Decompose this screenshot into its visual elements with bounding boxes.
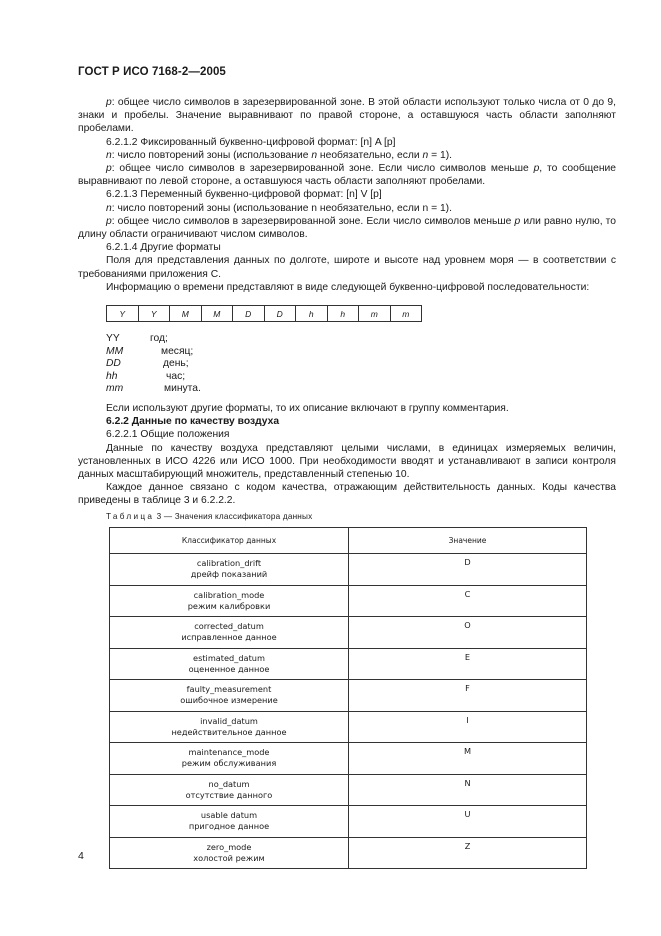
table-row bbox=[110, 585, 587, 617]
table-row bbox=[110, 743, 587, 775]
qualifier-table bbox=[109, 527, 587, 869]
paragraph-air-quality-2: Каждое данное связано с кодом качества, отражающим действительность данных. Коды качества приведены в таблице 3 и 6.2.2.2. bbox=[78, 482, 616, 507]
qualifier-cell: calibration_drift дрейф показаний bbox=[110, 554, 349, 586]
paragraph-geo: Поля для представления данных по долготе, широте и высоте над уровнем моря — в соответствии с требованиями приложения С. bbox=[78, 255, 616, 280]
qualifier-cell: maintenance_mode режим обслуживания bbox=[110, 743, 349, 775]
value-cell: E bbox=[349, 648, 587, 680]
table-header-row bbox=[110, 528, 587, 554]
sequence-cell: m bbox=[359, 306, 391, 322]
sequence-cell: D bbox=[233, 306, 265, 322]
time-sequence-boxes bbox=[106, 305, 422, 322]
table-row bbox=[110, 617, 587, 649]
qualifier-cell: faulty_measurement ошибочное измерение bbox=[110, 680, 349, 712]
paragraph-n-fixed: n: число повторений зоны (использование n необязательно, если n = 1). bbox=[106, 149, 453, 161]
heading-6-2-1-2: 6.2.1.2 Фиксированный буквенно-цифровой формат: [n] A [p] bbox=[106, 136, 396, 148]
value-cell: M bbox=[349, 743, 587, 775]
heading-6-2-2-1: 6.2.2.1 Общие положения bbox=[106, 429, 230, 441]
document-page: ГОСТ Р ИСО 7168-2—2005 p: общее число символов в зарезервированной зоне. В этой области используют только числа от 0 до 9, знаки и пробелы. Значение выравнивают по правой стороне, а оставшуюся часть области заполняют пробелами. 6.2.1.2 Фиксированный буквенно-цифровой формат: [n] A [p] n: число повторений зоны (использование n необязательно, если n = 1). p: общее число символов в зарезервированной зоне. Если число символов меньше p, то сообщение выравнивают по левой стороне, а оставшуюся часть области заполняют пробелами. 6.2.1.3 Переменный буквенно-цифровой формат: [n] V [p] n: число повторений зоны (использование n необязательно, если n = 1). p: общее число символов в зарезервированной зоне. Если число символов меньше p или равно нулю, то длину области ограничивают числом символов. 6.2.1.4 Другие форматы Поля для представления данных по долготе, широте и высоте над уровнем моря — в соответствии с требованиями приложения С. Информацию о времени представляют в виде следующей буквенно-цифровой последовательности: Y Y M M D D h h m m YY год; MM месяц; DD день; hh час; mm минута. Если используют другие форматы, то их описание включают в группу комментария. 6.2.2 Данные по качеству воздуха 6.2.2.1 Общие положения Данные по качеству воздуха представляют целыми числами, в единицах измеряемых величин, установленных в ИСО 4226 или ИСО 1000. При необходимости вводят и устанавливают в записи контроля данных масштабирующий множитель, представленный степенью 10. Каждое данное связано с кодом качества, отражающим действительность данных. Коды качества приведены в таблице 3 и 6.2.2.2. Таблица 3 — Значения классификатора данных Классификатор данных Значение calibration_drift дрейф показаний D calibration_mode режим калибровки C corrected_datum исправленное данное O estimated_datum оцененное данное E faulty_measurement ошибочное измерение F invalid_datum недействительное данное I maintenance_mode режим обслуживания M no_datum отсутствие данного N usable datum пригодное данное U zero_mode холостой режим Z 4 bbox=[0, 0, 661, 936]
heading-6-2-1-3: 6.2.1.3 Переменный буквенно-цифровой формат: [n] V [p] bbox=[106, 189, 382, 201]
sequence-cell: M bbox=[201, 306, 233, 322]
sequence-cell: Y bbox=[138, 306, 170, 322]
value-cell: N bbox=[349, 774, 587, 806]
sequence-cell: Y bbox=[107, 306, 139, 322]
heading-6-2-1-4: 6.2.1.4 Другие форматы bbox=[106, 242, 221, 254]
value-cell: D bbox=[349, 554, 587, 586]
value-cell: C bbox=[349, 585, 587, 617]
page-number: 4 bbox=[78, 850, 84, 862]
body-text bbox=[78, 96, 616, 294]
value-cell: Z bbox=[349, 837, 587, 869]
table-row bbox=[110, 774, 587, 806]
sequence-cell: m bbox=[390, 306, 422, 322]
table-row bbox=[110, 554, 587, 586]
heading-6-2-2: 6.2.2 Данные по качеству воздуха bbox=[106, 416, 280, 428]
paragraph-n-variable: n: число повторений зоны (использование n необязательно, если n = 1). bbox=[106, 202, 452, 214]
sequence-cell: M bbox=[170, 306, 202, 322]
sequence-cell: h bbox=[296, 306, 328, 322]
table-row bbox=[110, 711, 587, 743]
qualifier-cell: calibration_mode режим калибровки bbox=[110, 585, 349, 617]
value-cell: F bbox=[349, 680, 587, 712]
paragraph-p-fixed: p: общее число символов в зарезервированной зоне. Если число символов меньше p, то сообщение выравнивают по левой стороне, а оставшуюся часть области заполняют пробелами. bbox=[78, 163, 616, 188]
qualifier-cell: corrected_datum исправленное данное bbox=[110, 617, 349, 649]
table-row bbox=[110, 837, 587, 869]
column-header-qualifier: Классификатор данных bbox=[110, 528, 349, 554]
column-header-value: Значение bbox=[349, 528, 587, 554]
value-cell: O bbox=[349, 617, 587, 649]
body-text-2 bbox=[78, 402, 616, 508]
qualifier-cell: usable datum пригодное данное bbox=[110, 806, 349, 838]
paragraph-air-quality-1: Данные по качеству воздуха представляют целыми числами, в единицах измеряемых величин, установленных в ИСО 4226 или ИСО 1000. При необходимости вводят и устанавливают в записи контроля данных масштабирующий множитель, представленный степенью 10. bbox=[78, 442, 616, 481]
document-header: ГОСТ Р ИСО 7168-2—2005 bbox=[78, 66, 226, 78]
value-cell: U bbox=[349, 806, 587, 838]
paragraph-p-numeric: p: общее число символов в зарезервированной зоне. В этой области используют только числа от 0 до 9, знаки и пробелы. Значение выравнивают по правой стороне, а оставшуюся часть области заполняют пробелами. bbox=[78, 97, 616, 135]
table-row bbox=[110, 648, 587, 680]
table-caption: Таблица 3 — Значения классификатора данных bbox=[106, 512, 313, 521]
qualifier-cell: estimated_datum оцененное данное bbox=[110, 648, 349, 680]
value-cell: I bbox=[349, 711, 587, 743]
qualifier-cell: zero_mode холостой режим bbox=[110, 837, 349, 869]
paragraph-other-formats: Если используют другие форматы, то их описание включают в группу комментария. bbox=[106, 403, 509, 414]
table-row bbox=[110, 680, 587, 712]
table-row bbox=[110, 806, 587, 838]
sequence-cell: h bbox=[327, 306, 359, 322]
qualifier-cell: invalid_datum недействительное данное bbox=[110, 711, 349, 743]
paragraph-time: Информацию о времени представляют в виде следующей буквенно-цифровой последовательности: bbox=[106, 281, 590, 293]
paragraph-p-variable: p: общее число символов в зарезервированной зоне. Если число символов меньше p или равно нулю, то длину области ограничивают числом символов. bbox=[78, 215, 616, 241]
sequence-cell: D bbox=[264, 306, 296, 322]
qualifier-cell: no_datum отсутствие данного bbox=[110, 774, 349, 806]
